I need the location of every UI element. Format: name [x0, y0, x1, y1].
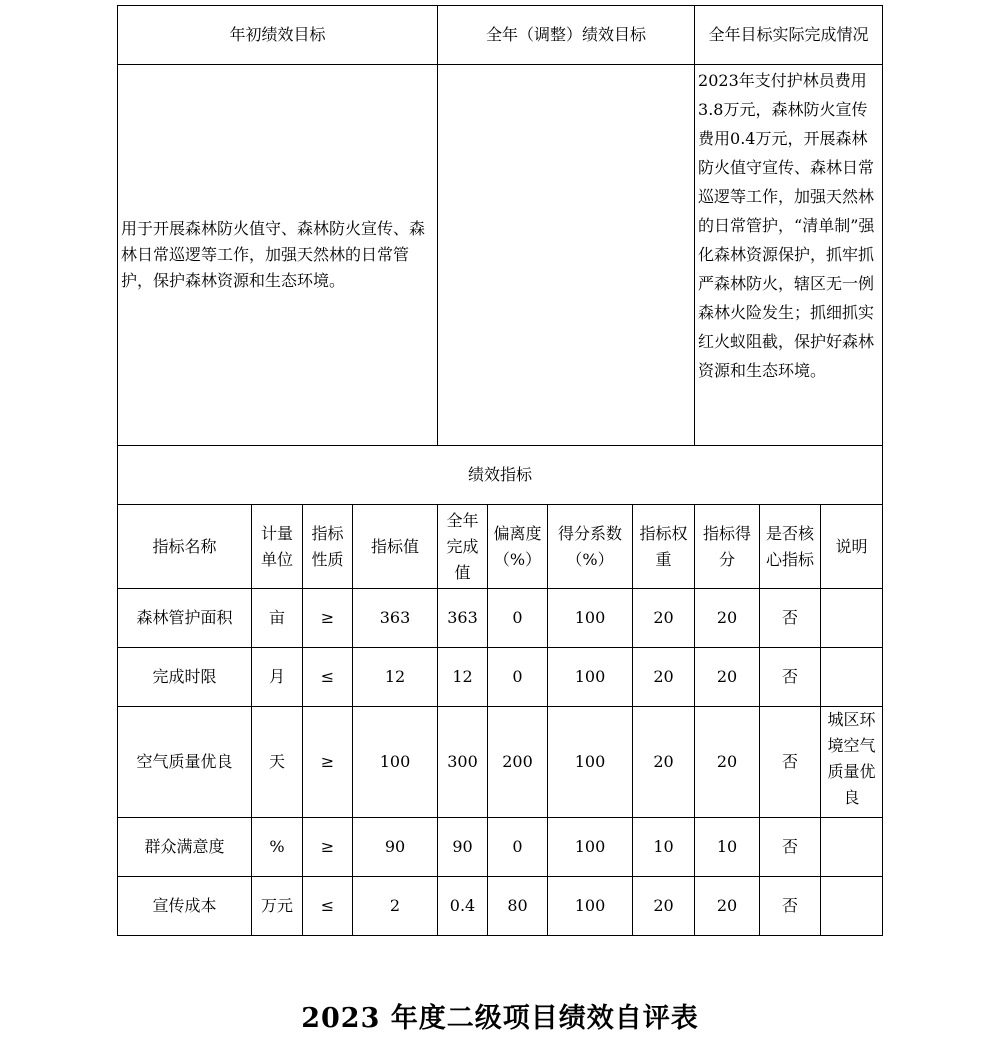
indicator-unit: 天: [252, 707, 303, 818]
indicator-name: 宣传成本: [118, 877, 252, 936]
indicator-score: 10: [695, 818, 760, 877]
indicator-weight: 20: [633, 648, 695, 707]
indicator-actual: 12: [438, 648, 488, 707]
indicator-target: 100: [353, 707, 438, 818]
indicator-row: [118, 589, 883, 648]
indicator-deviation: 0: [488, 648, 548, 707]
indicator-unit: %: [252, 818, 303, 877]
col-header-core: 是否核心指标: [760, 505, 821, 589]
col-header-coefficient: 得分系数（%）: [548, 505, 633, 589]
indicator-target: 90: [353, 818, 438, 877]
indicator-actual: 0.4: [438, 877, 488, 936]
indicator-name: 森林管护面积: [118, 589, 252, 648]
indicator-note: [821, 589, 883, 648]
indicator-nature: ≤: [303, 648, 353, 707]
indicator-score: 20: [695, 877, 760, 936]
indicator-row: [118, 707, 883, 818]
indicator-core: 否: [760, 648, 821, 707]
indicator-unit: 月: [252, 648, 303, 707]
goals-content-row: [118, 65, 883, 446]
indicator-name: 空气质量优良: [118, 707, 252, 818]
col-header-nature: 指标性质: [303, 505, 353, 589]
adjusted-goal-text: [438, 65, 695, 446]
indicator-weight: 10: [633, 818, 695, 877]
indicator-unit: 万元: [252, 877, 303, 936]
col-header-weight: 指标权重: [633, 505, 695, 589]
actual-completion-text: 2023年支付护林员费用3.8万元，森林防火宣传费用0.4万元，开展森林防火值守宣传、森林日常巡逻等工作，加强天然林的日常管护，“清单制”强化森林资源保护，抓牢抓严森林防火，辖区无一例森林火险发生；抓细抓实红火蚁阻截，保护好森林资源和生态环境。: [695, 65, 883, 446]
indicator-name: 群众满意度: [118, 818, 252, 877]
indicator-deviation: 0: [488, 818, 548, 877]
col-header-deviation: 偏离度（%）: [488, 505, 548, 589]
col-header-actual: 全年完成值: [438, 505, 488, 589]
indicator-weight: 20: [633, 589, 695, 648]
indicator-nature: ≥: [303, 818, 353, 877]
document-title: 2023 年度二级项目绩效自评表: [301, 1003, 699, 1034]
indicator-note: 城区环境空气质量优良: [821, 707, 883, 818]
col-header-note: 说明: [821, 505, 883, 589]
indicator-unit: 亩: [252, 589, 303, 648]
indicator-coefficient: 100: [548, 877, 633, 936]
performance-table: [117, 5, 883, 936]
indicator-nature: ≥: [303, 589, 353, 648]
indicator-core: 否: [760, 877, 821, 936]
header-adjusted-goal: 全年（调整）绩效目标: [438, 6, 695, 65]
col-header-score: 指标得分: [695, 505, 760, 589]
header-actual-completion: 全年目标实际完成情况: [695, 6, 883, 65]
indicator-coefficient: 100: [548, 648, 633, 707]
indicator-coefficient: 100: [548, 589, 633, 648]
indicator-note: [821, 877, 883, 936]
indicator-deviation: 80: [488, 877, 548, 936]
col-header-unit: 计量单位: [252, 505, 303, 589]
indicator-score: 20: [695, 707, 760, 818]
col-header-target: 指标值: [353, 505, 438, 589]
indicators-section-row: [118, 446, 883, 505]
indicator-deviation: 200: [488, 707, 548, 818]
indicator-actual: 300: [438, 707, 488, 818]
indicator-target: 363: [353, 589, 438, 648]
initial-goal-text: 用于开展森林防火值守、森林防火宣传、森林日常巡逻等工作，加强天然林的日常管护，保护森林资源和生态环境。: [118, 65, 438, 446]
indicator-row: [118, 648, 883, 707]
indicator-target: 12: [353, 648, 438, 707]
goals-header-row: [118, 6, 883, 65]
indicator-nature: ≤: [303, 877, 353, 936]
indicator-nature: ≥: [303, 707, 353, 818]
indicator-note: [821, 818, 883, 877]
indicator-deviation: 0: [488, 589, 548, 648]
indicators-header-row: [118, 505, 883, 589]
indicator-name: 完成时限: [118, 648, 252, 707]
indicator-core: 否: [760, 589, 821, 648]
indicator-core: 否: [760, 707, 821, 818]
indicator-actual: 363: [438, 589, 488, 648]
col-header-name: 指标名称: [118, 505, 252, 589]
indicator-note: [821, 648, 883, 707]
indicator-coefficient: 100: [548, 707, 633, 818]
indicator-score: 20: [695, 648, 760, 707]
indicator-core: 否: [760, 818, 821, 877]
indicators-section-title: 绩效指标: [118, 446, 883, 505]
indicator-row: [118, 877, 883, 936]
indicator-score: 20: [695, 589, 760, 648]
indicator-weight: 20: [633, 877, 695, 936]
indicator-coefficient: 100: [548, 818, 633, 877]
indicator-target: 2: [353, 877, 438, 936]
indicator-row: [118, 818, 883, 877]
indicator-actual: 90: [438, 818, 488, 877]
header-initial-goal: 年初绩效目标: [118, 6, 438, 65]
indicator-weight: 20: [633, 707, 695, 818]
